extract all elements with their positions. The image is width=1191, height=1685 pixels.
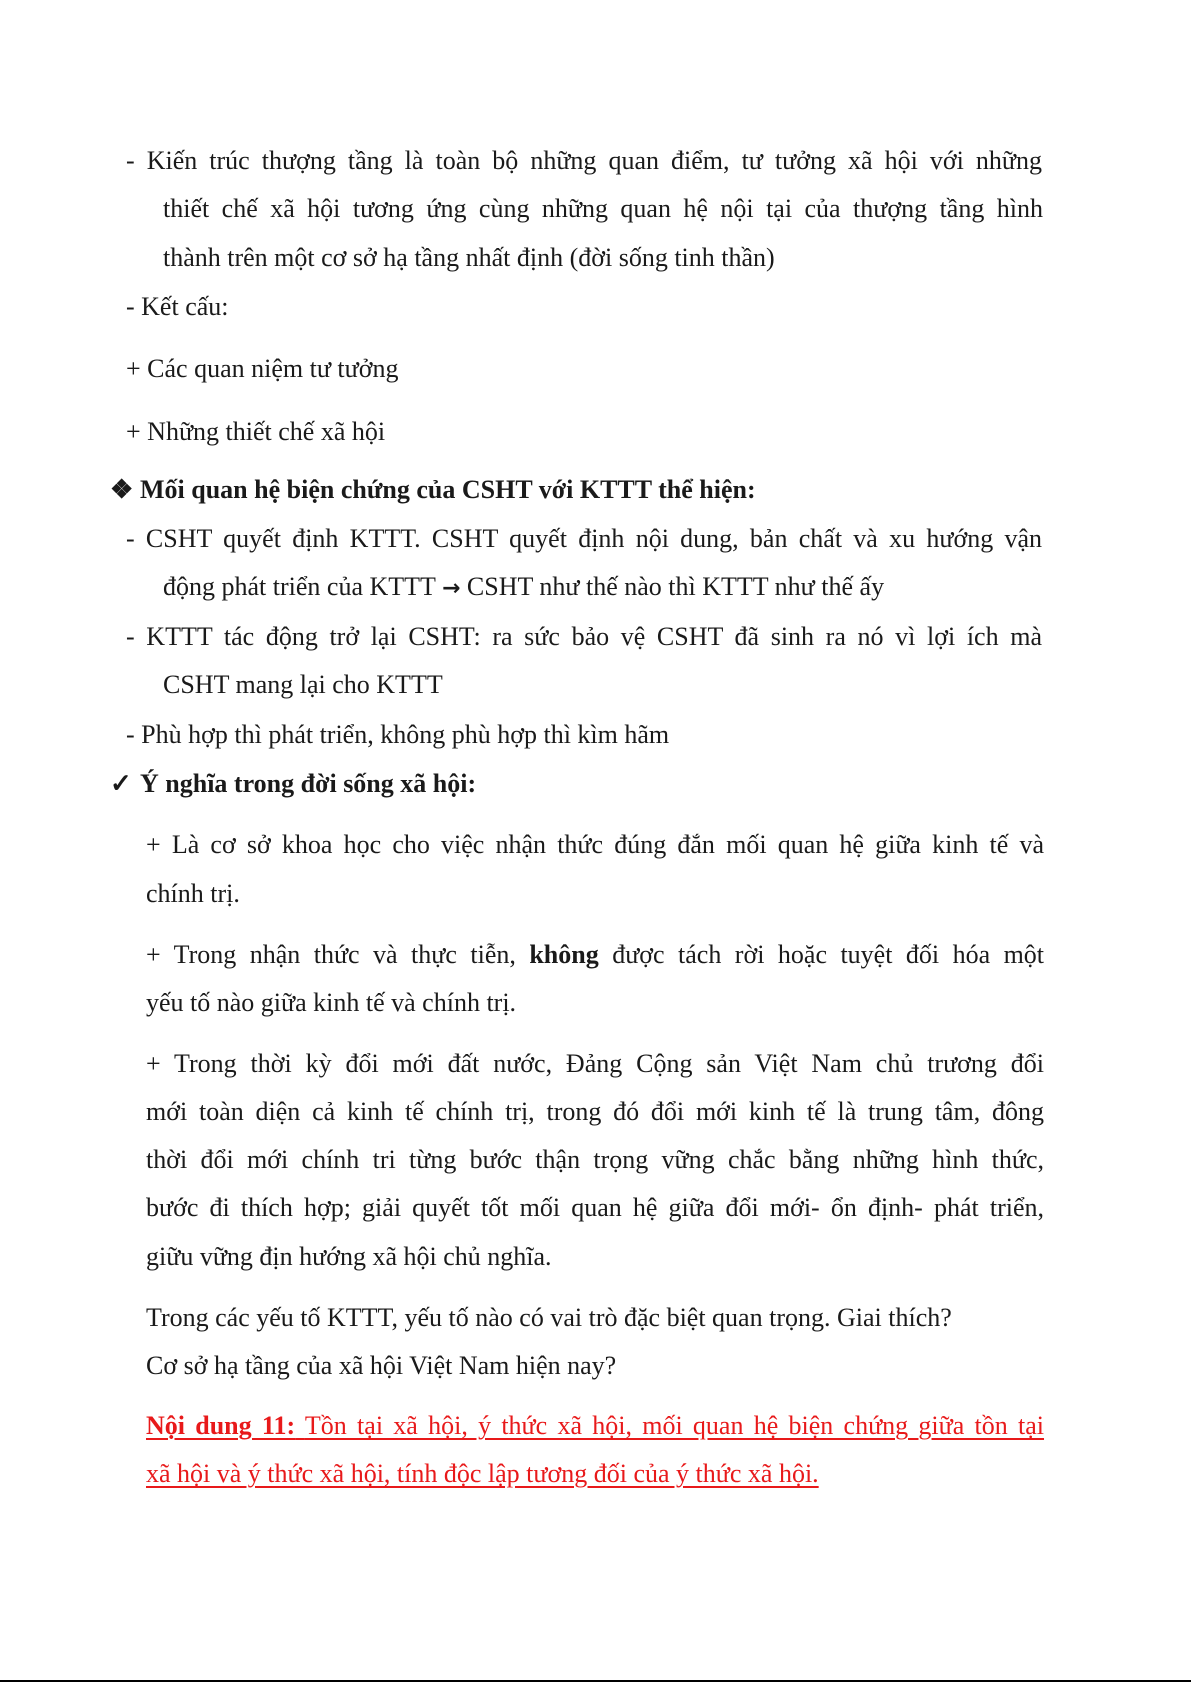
meaning-item-3-line-1: + Trong thời kỳ đổi mới đất nước, Đảng Cộng sản Việt Nam chủ trương đổi — [146, 1049, 1044, 1078]
kttt-definition-line-1: - Kiến trúc thượng tầng là toàn bộ những quan điểm, tư tưởng xã hội với những — [126, 146, 1042, 175]
meaning-item-3-line-3: thời đổi mới chính tri từng bước thận trọng vững chắc bằng những hình thức, — [146, 1145, 1044, 1174]
meaning-item-3-line-5: giữu vững địn hướng xã hội chủ nghĩa. — [146, 1242, 552, 1271]
meaning-heading — [110, 769, 476, 799]
kttt-definition-line-2: thiết chế xã hội tương ứng cùng những quan hệ nội tại của thượng tầng hình — [163, 194, 1043, 223]
meaning-item-3-line-4: bước đi thích hợp; giải quyết tốt mối quan hệ giữa đổi mới- ổn định- phát triển, — [146, 1193, 1044, 1222]
relation-point-3: - Phù hợp thì phát triển, không phù hợp thì kìm hãm — [126, 720, 670, 749]
meaning-heading-text: Ý nghĩa trong đời sống xã hội: — [140, 769, 477, 798]
structure-item-ideas: + Các quan niệm tư tưởng — [126, 354, 399, 383]
checkmark-bullet-icon: ✓ — [110, 769, 132, 798]
meaning-item-1-line-2: chính trị. — [146, 879, 240, 908]
structure-heading: - Kết cấu: — [126, 292, 229, 321]
relation-heading — [110, 475, 756, 505]
section-11-label: Nội dung 11: — [146, 1411, 296, 1440]
relation-point-2-line-2: CSHT mang lại cho KTTT — [163, 670, 443, 699]
meaning-item-3-line-2: mới toàn diện cả kinh tế chính trị, trong đó đổi mới kinh tế là trung tâm, đông — [146, 1097, 1044, 1126]
diamond-bullet-icon: ❖ — [110, 475, 134, 504]
meaning-item-2-emphasis: không — [529, 940, 599, 969]
relation-point-1-text-b: CSHT như thế nào thì KTTT như thế ấy — [466, 572, 885, 601]
question-1: Trong các yếu tố KTTT, yếu tố nào có vai trò đặc biệt quan trọng. Giai thích? — [146, 1303, 952, 1332]
relation-point-1-line-1: - CSHT quyết định KTTT. CSHT quyết định nội dung, bản chất và xu hướng vận — [126, 524, 1042, 553]
question-2: Cơ sở hạ tầng của xã hội Việt Nam hiện nay? — [146, 1351, 617, 1380]
meaning-item-2-line-1 — [146, 940, 1044, 970]
section-11-title-text-1: Tồn tại xã hội, ý thức xã hội, mối quan hệ biện chứng giữa tồn tại — [304, 1411, 1045, 1440]
relation-point-1-line-2 — [163, 572, 884, 604]
kttt-definition-line-3: thành trên một cơ sở hạ tầng nhất định (đời sống tinh thần) — [163, 243, 775, 272]
page-bottom-rule — [0, 1680, 1191, 1682]
relation-heading-text: Mối quan hệ biện chứng của CSHT với KTTT thể hiện: — [140, 475, 756, 504]
section-11-title-line-1 — [146, 1411, 1044, 1441]
relation-point-2-line-1: - KTTT tác động trở lại CSHT: ra sức bảo vệ CSHT đã sinh ra nó vì lợi ích mà — [126, 622, 1042, 651]
meaning-item-2-line-2: yếu tố nào giữa kinh tế và chính trị. — [146, 988, 517, 1017]
meaning-item-1-line-1: + Là cơ sở khoa học cho việc nhận thức đúng đắn mối quan hệ giữa kinh tế và — [146, 830, 1044, 859]
right-arrow-icon: → — [441, 576, 461, 601]
relation-point-1-text-a: động phát triển của KTTT — [163, 572, 436, 601]
structure-item-institutions: + Những thiết chế xã hội — [126, 417, 386, 446]
meaning-item-2-text-b: được tách rời hoặc tuyệt đối hóa một — [612, 940, 1045, 969]
meaning-item-2-text-a: + Trong nhận thức và thực tiễn, — [146, 940, 516, 969]
section-11-title-line-2: xã hội và ý thức xã hội, tính độc lập tương đối của ý thức xã hội. — [146, 1459, 819, 1488]
